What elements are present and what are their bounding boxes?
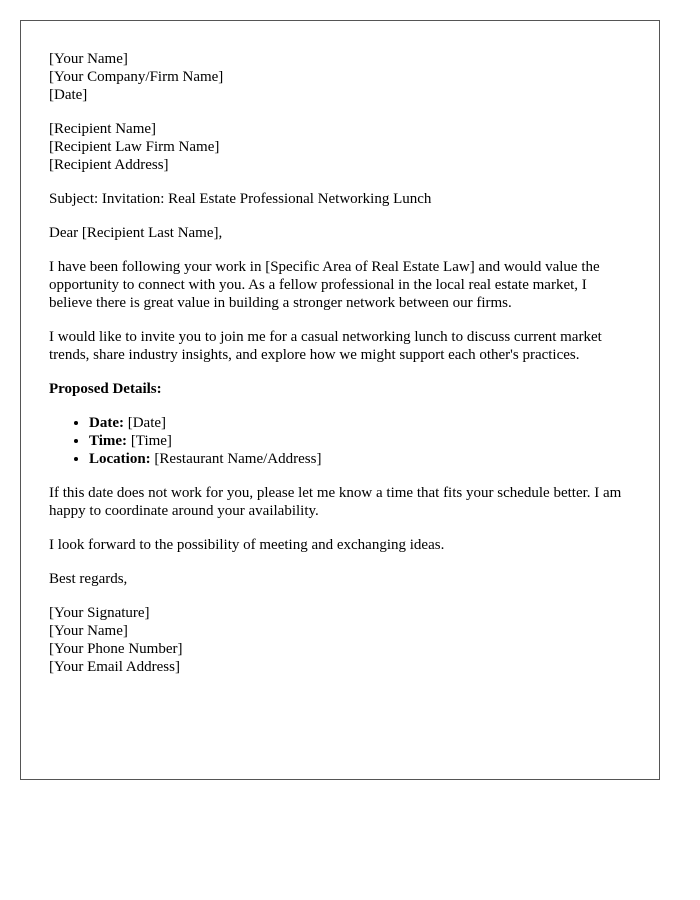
- closing-paragraph: If this date does not work for you, please let me know a time that fits your schedule better. I am happy to coordinate around your availability.: [49, 485, 622, 519]
- recipient-name: [Recipient Name]: [49, 121, 157, 137]
- recipient-firm: [Recipient Law Firm Name]: [49, 139, 220, 155]
- body-paragraph: I would like to invite you to join me for a casual networking lunch to discuss current market trends, share industry insights, and explore how we might support each other's practices.: [49, 329, 602, 363]
- signature-email: [Your Email Address]: [49, 659, 180, 675]
- sender-block: [49, 50, 631, 104]
- details-list: [49, 414, 631, 468]
- details-label: Location:: [89, 451, 151, 467]
- subject-line: Subject: Invitation: Real Estate Professional Networking Lunch: [49, 191, 432, 207]
- signature-block: [49, 604, 631, 676]
- recipient-address: [Recipient Address]: [49, 157, 169, 173]
- body-paragraph: I have been following your work in [Specific Area of Real Estate Law] and would value the opportunity to connect with you. As a fellow professional in the local real estate market, I believe there is great value in building a stronger network between our firms.: [49, 259, 600, 311]
- details-heading: Proposed Details:: [49, 381, 162, 397]
- signature-line: [Your Signature]: [49, 605, 150, 621]
- details-item-time: [89, 432, 631, 450]
- signature-name: [Your Name]: [49, 623, 128, 639]
- signature-phone: [Your Phone Number]: [49, 641, 183, 657]
- details-item-date: [89, 414, 631, 432]
- closing-paragraph: I look forward to the possibility of meeting and exchanging ideas.: [49, 537, 445, 553]
- details-value: [Time]: [127, 433, 172, 449]
- letter-page: [20, 20, 660, 780]
- recipient-block: [49, 120, 631, 174]
- details-label: Date:: [89, 415, 124, 431]
- details-value: [Date]: [123, 415, 167, 431]
- sender-company: [Your Company/Firm Name]: [49, 69, 224, 85]
- details-label: Time:: [89, 433, 128, 449]
- details-value: [Restaurant Name/Address]: [150, 451, 322, 467]
- sign-off: Best regards,: [49, 571, 128, 587]
- details-item-location: [89, 450, 631, 468]
- salutation: Dear [Recipient Last Name],: [49, 225, 223, 241]
- sender-name: [Your Name]: [49, 51, 128, 67]
- letter-date: [Date]: [49, 87, 88, 103]
